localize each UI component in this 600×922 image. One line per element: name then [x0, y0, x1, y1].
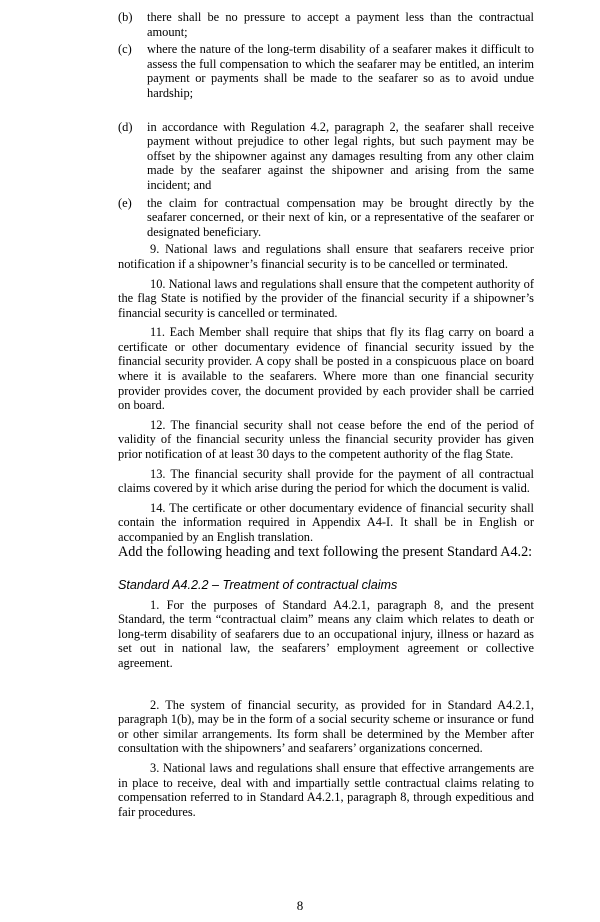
paragraph-9: 9. National laws and regulations shall ensure that seafarers receive prior notification if a shipowner’s financial security is to be cancelled or terminated.	[118, 242, 534, 271]
item-label: (c)	[118, 42, 132, 57]
item-label: (b)	[118, 10, 133, 24]
item-text: there shall be no pressure to accept a payment less than the contractual amount;	[147, 10, 534, 39]
paragraph-12: 12. The financial security shall not cease before the end of the period of validity of the financial security unless the financial security provider has given prior notification of at least 30 days to the competent authority of the flag State.	[118, 417, 534, 462]
section-paragraph-1: 1. For the purposes of Standard A4.2.1, paragraph 8, and the present Standard, the term “contractual claim” means any claim which relates to death or long-term disability of seafarers due to an occupational injury, illness or hazard as set out in national law, the seafarers’ employment agreement or collective agreement.	[118, 597, 534, 670]
item-label: (e)	[118, 195, 132, 210]
list-item	[118, 42, 534, 100]
item-text: in accordance with Regulation 4.2, paragraph 2, the seafarer shall receive payment without prejudice to other legal rights, but such payment may be offset by the shipowner against any damages resulting from any other claim made by the seafarer against the shipowner and arising from the same incident; and	[147, 119, 534, 192]
item-text: the claim for contractual compensation may be brought directly by the seafarer concerned, or their next of kin, or a representative of the seafarer or designated beneficiary.	[147, 195, 534, 239]
list-item	[118, 120, 534, 193]
spacer	[118, 104, 534, 120]
paragraph-10: 10. National laws and regulations shall ensure that the competent authority of the flag State is notified by the provider of the financial security if a shipowner’s financial security is cancelled or terminated.	[118, 276, 535, 320]
paragraph-11: 11. Each Member shall require that ships that fly its flag carry on board a certificate or other documentary evidence of financial security issued by the financial security provider. A copy shall be posted in a conspicuous place on board where it is available to the seafarers. Where more than one financial security provider provides cover, the document provided by each provider shall be carried on board.	[118, 325, 534, 413]
spacer	[118, 676, 534, 698]
item-text: where the nature of the long-term disability of a seafarer makes it difficult to assess the full compensation to which the seafarer may be entitled, an interim payment or payments shall be made to the seafarer so as to avoid undue hardship;	[147, 42, 534, 100]
section-heading: Standard A4.2.2 – Treatment of contractual claims	[118, 578, 398, 592]
paragraph-13: 13. The financial security shall provide for the payment of all contractual claims covered by it which arise during the period for which the document is valid.	[118, 466, 534, 496]
upper-content	[118, 10, 534, 550]
section-paragraph-3: 3. National laws and regulations shall ensure that effective arrangements are in place to receive, deal with and impartially settle contractual claims relating to compensation referred to in Standard A4.2.1, paragraph 8, through expeditious and fair procedures.	[118, 760, 534, 819]
list-item	[118, 196, 534, 240]
item-label: (d)	[118, 119, 133, 134]
page-number: 8	[296, 898, 304, 913]
paragraph-14: 14. The certificate or other documentary evidence of financial security shall contain the information required in Appendix A4-I. It shall be in English or accompanied by an English translation.	[118, 500, 534, 544]
list-item	[118, 10, 534, 39]
section-paragraph-2: 2. The system of financial security, as provided for in Standard A4.2.1, paragraph 1(b), may be in the form of a social security scheme or insurance or fund or other similar arrangements. Its form shall be determined by the Member after consultation with the shipowners’ and seafarers’ organizations concerned.	[118, 697, 534, 756]
instruction-text: Add the following heading and text following the present Standard A4.2:	[118, 544, 533, 560]
section-content	[118, 578, 534, 824]
